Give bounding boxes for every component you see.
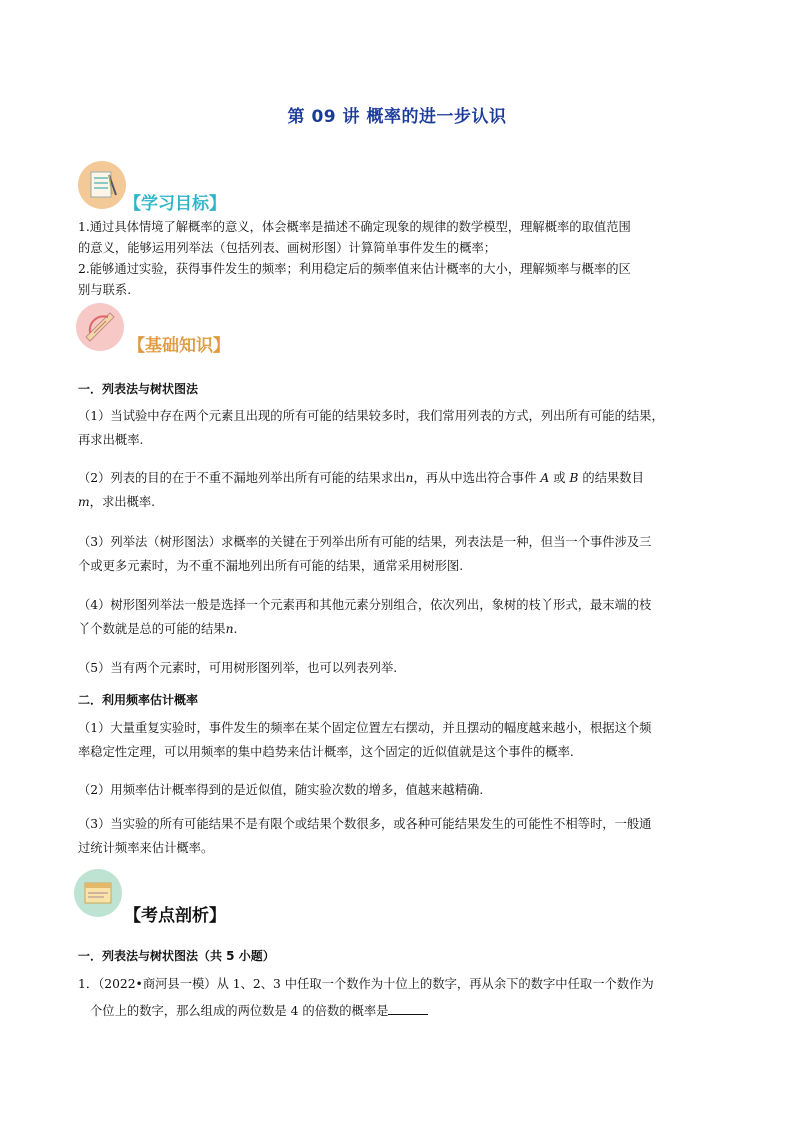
objectives-line: 别与联系. bbox=[78, 283, 132, 297]
text-line: 个或更多元素时，为不重不漏地列出所有可能的结果，通常采用树形图. bbox=[78, 559, 464, 573]
objectives-line: 2.能够通过实验，获得事件发生的频率；利用稳定后的频率值来估计概率的大小，理解频率与概率的区 bbox=[78, 262, 631, 276]
objectives-text bbox=[78, 217, 722, 301]
text-segment: 的结果数目 bbox=[582, 471, 644, 485]
math-variable: A bbox=[540, 471, 550, 485]
text-line: （4）树形图列举法一般是选择一个元素再和其他元素分别组合，依次列出，象树的枝丫形式，最末端的枝 bbox=[78, 598, 652, 612]
text-line: 再求出概率. bbox=[78, 433, 144, 447]
text-line: 过统计频率来估计概率。 bbox=[78, 841, 214, 855]
list-tree-item bbox=[78, 466, 722, 514]
text-segment: ，求出概率. bbox=[89, 495, 156, 509]
objectives-line: 1.通过具体情境了解概率的意义，体会概率是描述不确定现象的规律的数学模型，理解概率的取值范围 bbox=[78, 220, 631, 234]
text-line: （1）大量重复实验时，事件发生的频率在某个固定位置左右摆动，并且摆动的幅度越来越小，根据这个频 bbox=[78, 721, 652, 735]
list-tree-item bbox=[78, 656, 722, 680]
frequency-item bbox=[78, 812, 722, 860]
text-segment: . bbox=[233, 622, 238, 636]
ruler-protractor-icon bbox=[76, 303, 124, 351]
notebook-icon bbox=[78, 161, 126, 209]
objectives-line: 的意义，能够运用列举法（包括列表、画树形图）计算简单事件发生的概率； bbox=[78, 241, 497, 255]
section-heading-objectives: 【学习目标】 bbox=[124, 194, 226, 214]
text-segment: 丫个数就是总的可能的结果 bbox=[78, 622, 226, 636]
frequency-item bbox=[78, 716, 722, 764]
section-heading-basics: 【基础知识】 bbox=[128, 336, 230, 356]
math-variable: n bbox=[405, 471, 414, 485]
text-line: （3）列举法（树形图法）求概率的关键在于列举出所有可能的结果，列表法是一种，但当一个事件涉及三 bbox=[78, 535, 652, 549]
text-line: （2）用频率估计概率得到的是近似值，随实验次数的增多，值越来越精确. bbox=[78, 783, 484, 797]
text-segment: （2）列表的目的在于不重不漏地列举出所有可能的结果求出 bbox=[78, 471, 406, 485]
question-1 bbox=[78, 971, 728, 1025]
math-variable: n bbox=[225, 622, 234, 636]
frequency-item bbox=[78, 778, 722, 802]
subheading-list-tree: 一．列表法与树状图法 bbox=[78, 382, 199, 396]
document-icon bbox=[74, 869, 122, 917]
text-segment: 或 bbox=[553, 471, 566, 485]
text-line: 率稳定性定理，可以用频率的集中趋势来估计概率，这个固定的近似值就是这个事件的概率. bbox=[78, 745, 574, 759]
math-variable: m bbox=[78, 495, 90, 509]
text-line: （1）当试验中存在两个元素且出现的所有可能的结果较多时，我们常用列表的方式，列出所有可能的结果， bbox=[78, 409, 664, 423]
text-line: （3）当实验的所有可能结果不是有限个或结果个数很多，或各种可能结果发生的可能性不相等时，一般通 bbox=[78, 817, 652, 831]
math-variable: B bbox=[569, 471, 579, 485]
page-title: 第 09 讲 概率的进一步认识 bbox=[287, 107, 507, 127]
question-line: 个位上的数字，那么组成的两位数是 4 的倍数的概率是 bbox=[90, 1004, 389, 1018]
question-line: 1．（2022•商河县一模）从 1、2、3 中任取一个数作为十位上的数字，再从余下的数字中任取一个数作为 bbox=[78, 977, 654, 991]
subheading-exercises: 一．列表法与树状图法（共 5 小题） bbox=[78, 949, 275, 963]
text-segment: ，再从中选出符合事件 bbox=[413, 471, 537, 485]
section-heading-analysis: 【考点剖析】 bbox=[124, 906, 226, 926]
list-tree-item bbox=[78, 530, 722, 578]
text-line: （5）当有两个元素时，可用树形图列举，也可以列表列举. bbox=[78, 661, 398, 675]
list-tree-item bbox=[78, 593, 722, 641]
subheading-frequency: 二．利用频率估计概率 bbox=[78, 693, 199, 707]
list-tree-item bbox=[78, 404, 722, 452]
answer-blank bbox=[388, 1000, 428, 1015]
